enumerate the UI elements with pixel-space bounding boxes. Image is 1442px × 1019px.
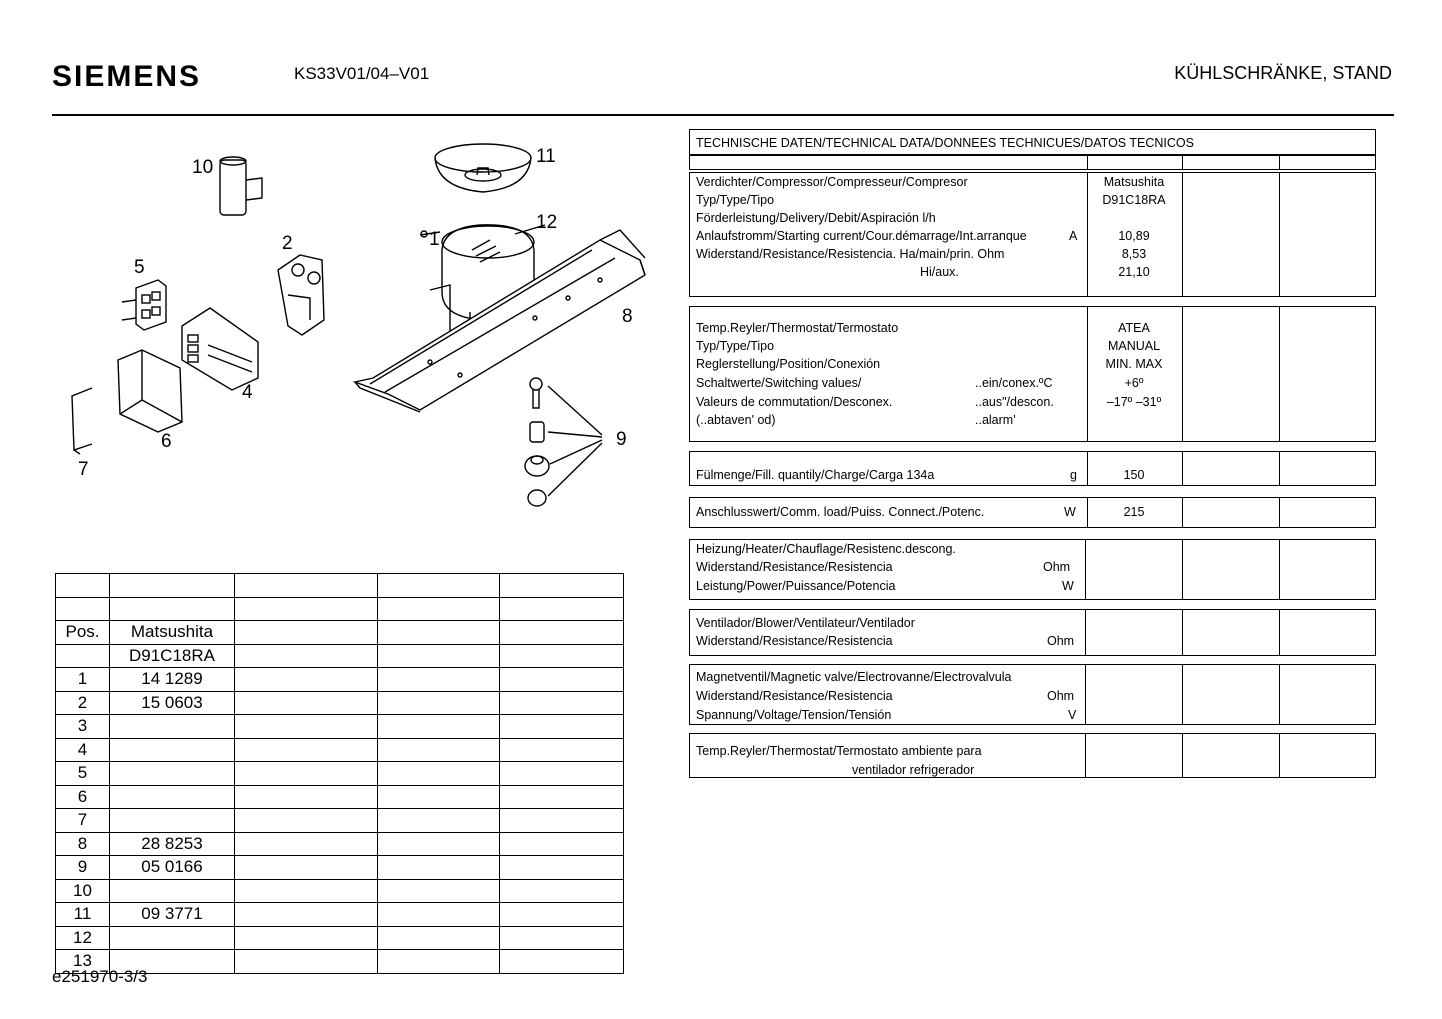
- table-row: 1 14 1289: [56, 668, 624, 692]
- table-row: 2 15 0603: [56, 691, 624, 715]
- callout-12: 12: [536, 212, 558, 233]
- table-row: 10: [56, 879, 624, 903]
- thermostat-block: Temp.Reyler/Thermostat/Termostato Typ/Type/Tipo Reglerstellung/Position/Conexión Schaltwerte/Switching values/ ..ein/conex.ºC Valeurs de commutation/Desconex. ..aus"/descon. (..abtaven' od) ..alarm' ATEA MANUAL MIN. MAX +6º –17º –31º: [689, 306, 1376, 442]
- blower-block: Ventilador/Blower/Ventilateur/Ventilador Widerstand/Resistance/Resistencia Ohm: [689, 609, 1376, 656]
- brand-logo: SIEMENS: [52, 60, 202, 93]
- tech-title: TECHNISCHE DATEN/TECHNICAL DATA/DONNEES TECHNICUES/DATOS TECNICOS: [696, 136, 1194, 150]
- part-terminal: [122, 280, 166, 330]
- callout-1: 1: [429, 229, 440, 250]
- table-row: 12: [56, 926, 624, 950]
- tech-column-header: [689, 155, 1376, 170]
- document-id: e251970-3/3: [52, 967, 148, 986]
- callout-2: 2: [282, 233, 293, 254]
- heater-block: Heizung/Heater/Chauflage/Resistenc.descong. Widerstand/Resistance/Resistencia Ohm Leistung/Power/Puissance/Potencia W: [689, 539, 1376, 600]
- callout-5: 5: [134, 257, 145, 278]
- callout-4: 4: [242, 382, 253, 403]
- load-block: Anschlusswert/Comm. load/Puiss. Connect./Potenc. W 215: [689, 497, 1376, 528]
- callout-7: 7: [78, 459, 89, 480]
- fill-block: Fülmenge/Fill. quantily/Charge/Carga 134a g 150: [689, 451, 1376, 486]
- table-row: 6: [56, 785, 624, 809]
- ambient-block: Temp.Reyler/Thermostat/Termostato ambiente para ventilador refrigerador: [689, 733, 1376, 778]
- callout-6: 6: [161, 431, 172, 452]
- pos-header: Pos.: [56, 621, 110, 645]
- category-title: KÜHLSCHRÄNKE, STAND: [1174, 63, 1392, 83]
- model-number: KS33V01/04–V01: [294, 64, 430, 83]
- table-row: 5: [56, 762, 624, 786]
- tech-title-box: [689, 129, 1376, 155]
- table-row: 8 28 8253: [56, 832, 624, 856]
- table-row: 3: [56, 715, 624, 739]
- part-thermostat: [182, 308, 258, 390]
- model-header: D91C18RA: [110, 644, 235, 668]
- make-header: Matsushita: [110, 621, 235, 645]
- callout-8: 8: [622, 306, 633, 327]
- callout-9: 9: [616, 429, 627, 450]
- table-row: 4: [56, 738, 624, 762]
- compressor-block: Verdichter/Compressor/Compresseur/Compresor Typ/Type/Tipo Förderleistung/Delivery/Debit/Aspiración l/h Anlaufstromm/Starting current/Cour.démarrage/Int.arranque A Widerstand/Resistance/Resistencia. Ha/main/prin. Ohm Hi/aux. Matsushita D91C18RA 10,89 8,53 21,10: [689, 172, 1376, 297]
- table-row: 11 09 3771: [56, 903, 624, 927]
- part-capacitor: [220, 157, 262, 215]
- table-row: 13: [56, 950, 624, 974]
- table-row: 9 05 0166: [56, 856, 624, 880]
- position-table: [55, 573, 624, 974]
- table-row: 7: [56, 809, 624, 833]
- valve-block: Magnetventil/Magnetic valve/Electrovanne/Electrovalvula Widerstand/Resistance/Resistencia Ohm Spannung/Voltage/Tension/Tensión V: [689, 664, 1376, 725]
- part-clip: [72, 388, 92, 454]
- part-relay: [278, 255, 324, 335]
- part-overload: [118, 350, 182, 432]
- parts-diagram: [40, 130, 680, 530]
- part-cover: [435, 144, 531, 192]
- callout-11: 11: [536, 146, 556, 167]
- header-rule: [52, 114, 1394, 116]
- callout-10: 10: [192, 157, 214, 178]
- part-grommets: [525, 378, 602, 506]
